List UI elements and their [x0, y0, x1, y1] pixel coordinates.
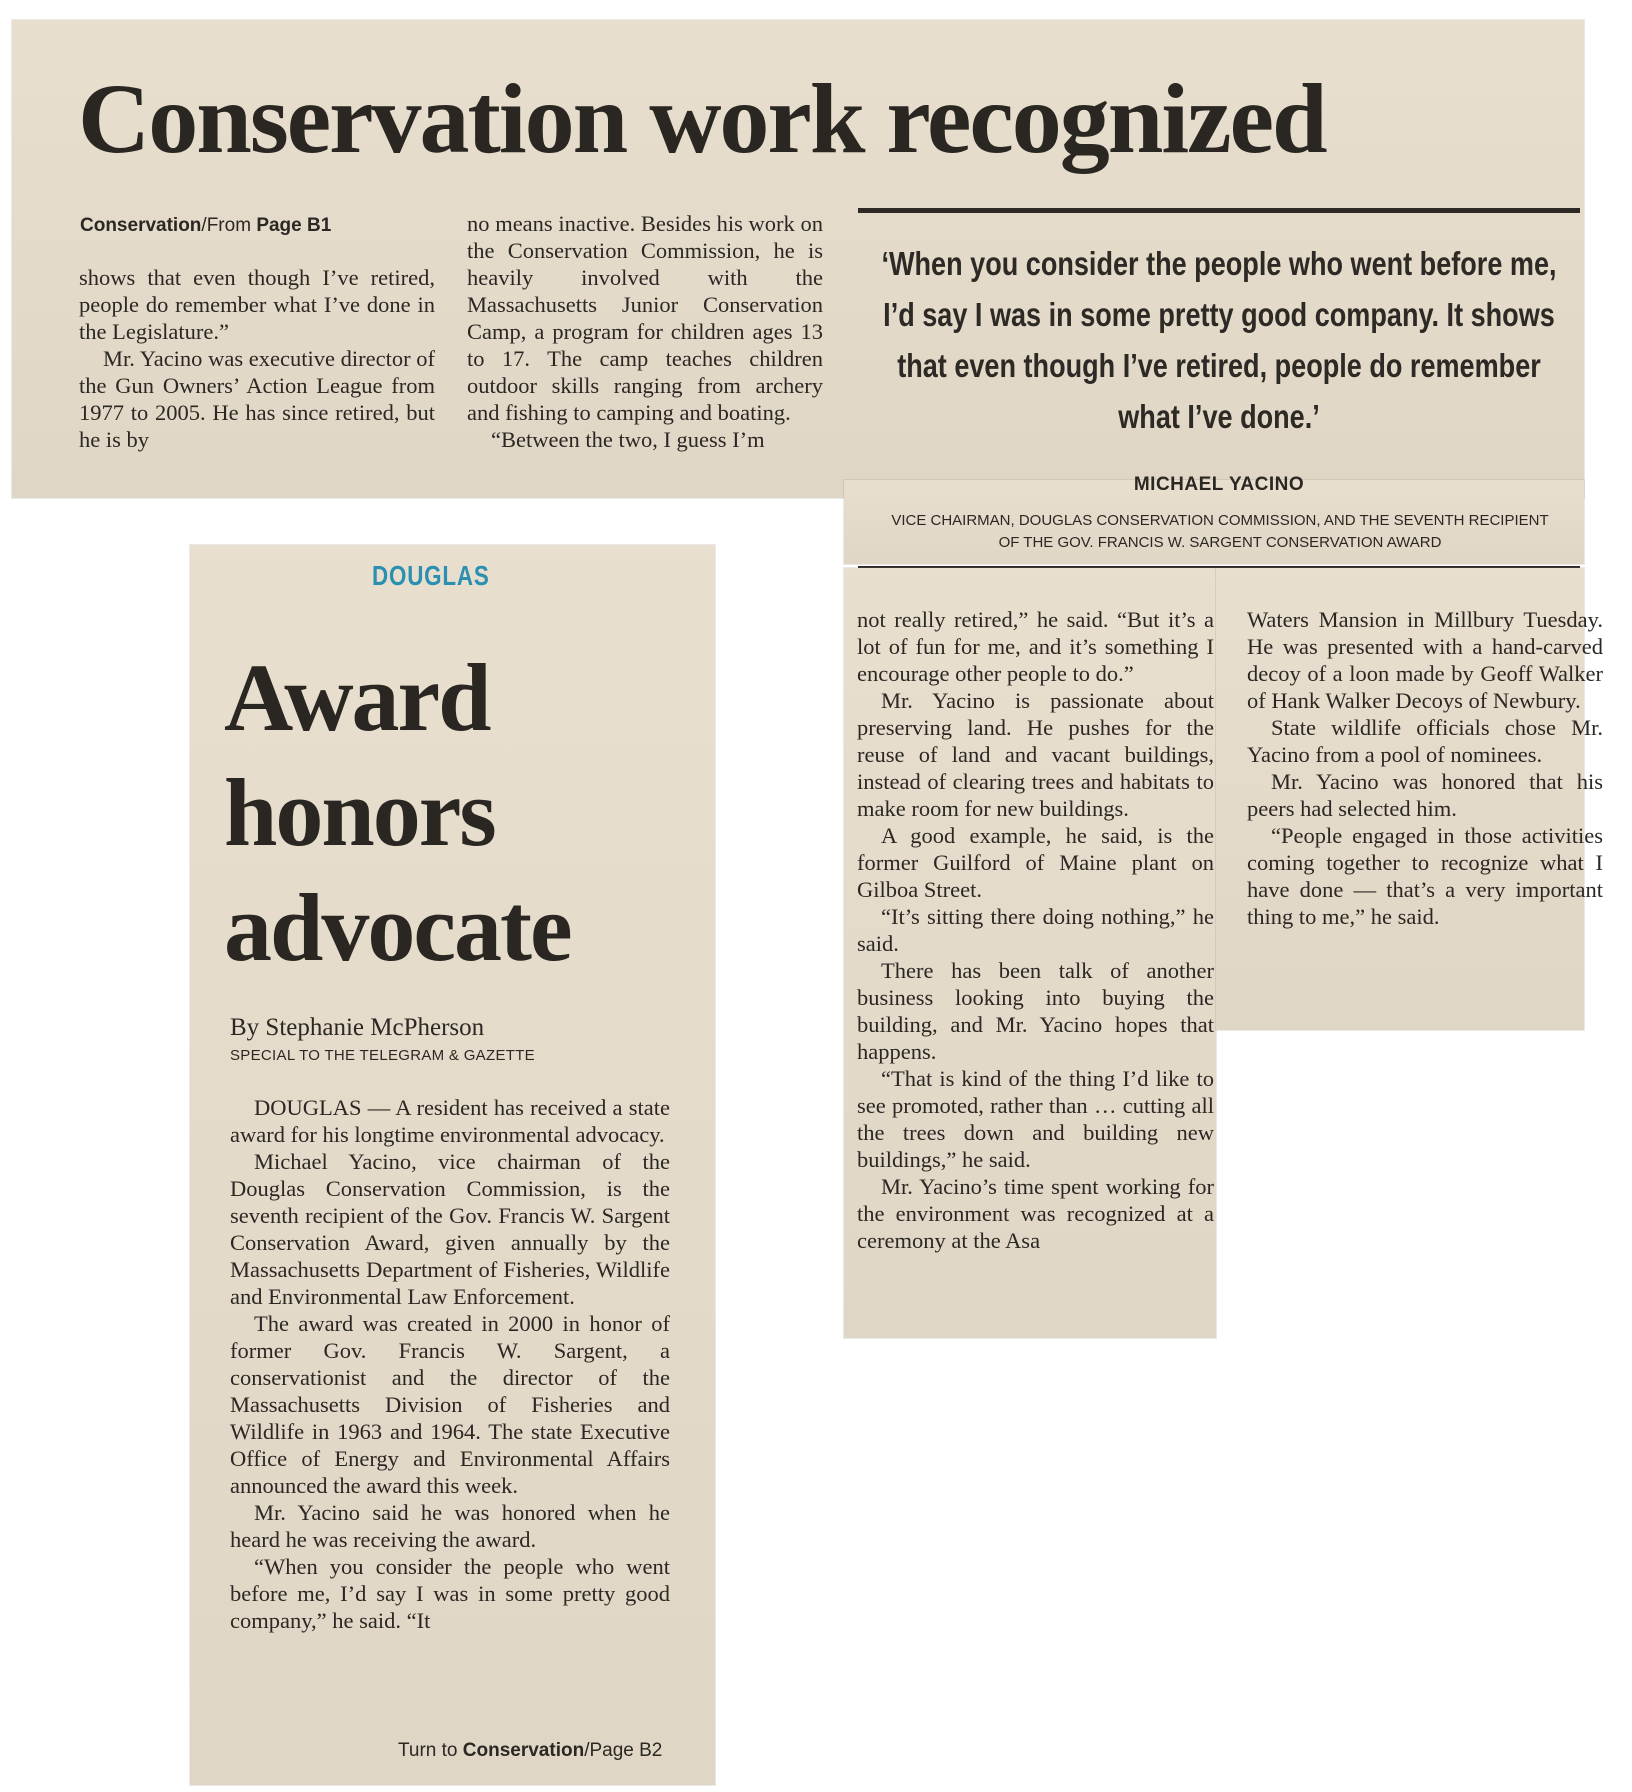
right-column-1 [857, 606, 1214, 1254]
paragraph: A good example, he said, is the former Guilford of Maine plant on Gilboa Street. [857, 823, 1214, 902]
jump-to-label [398, 1740, 662, 1762]
paragraph: Mr. Yacino is passionate about preserving land. He pushes for the reuse of land and vacant buildings, instead of clearing trees and habitats to make room for new buildings. [857, 688, 1214, 821]
paragraph: The award was created in 2000 in honor of former Gov. Francis W. Sargent, a conservationist and the director of the Massachusetts Division of Fisheries and Wildlife in 1963 and 1964. The state Executive Office of Energy and Environmental Affairs announced the award this week. [230, 1311, 670, 1498]
byline-affiliation: SPECIAL TO THE TELEGRAM & GAZETTE [230, 1047, 535, 1064]
jump-page: Page B1 [256, 215, 332, 236]
top-column-1 [79, 264, 435, 453]
paragraph: “It’s sitting there doing nothing,” he said. [857, 904, 1214, 956]
section-tag: DOUGLAS [372, 560, 490, 591]
headline-line: honors [224, 759, 495, 866]
jump-suffix: /From [201, 215, 257, 236]
left-article-body [230, 1094, 670, 1634]
paragraph: Waters Mansion in Millbury Tuesday. He was presented with a hand-carved decoy of a loon made by Geoff Walker of Hank Walker Decoys of Newbury. [1247, 607, 1603, 713]
paragraph: shows that even though I’ve retired, people do remember what I’ve done in the Legislature.” [79, 265, 435, 344]
paragraph: Mr. Yacino was executive director of the Gun Owners’ Action League from 1977 to 2005. He has since retired, but he is by [79, 346, 435, 452]
pull-quote-title: VICE CHAIRMAN, DOUGLAS CONSERVATION COMMISSION, AND THE SEVENTH RECIPIENT OF THE GOV. FRANCIS W. SARGENT CONSERVATION AWARD [891, 512, 1549, 551]
headline-line: Award [224, 644, 490, 751]
paragraph: Mr. Yacino’s time spent working for the environment was recognized at a ceremony at the Asa [857, 1174, 1214, 1253]
paragraph: “That is kind of the thing I’d like to see promoted, rather than … cutting all the trees down and building new buildings,” he said. [857, 1066, 1214, 1172]
headline-line: advocate [224, 874, 571, 981]
pull-quote-top-rule [858, 208, 1580, 213]
pull-quote-name: MICHAEL YACINO [1133, 474, 1305, 495]
paragraph: DOUGLAS — A resident has received a state award for his longtime environmental advocacy. [230, 1095, 670, 1147]
paragraph: Mr. Yacino said he was honored when he heard he was receiving the award. [230, 1500, 670, 1552]
top-column-2 [467, 210, 823, 453]
paragraph: no means inactive. Besides his work on the Conservation Commission, he is heavily involved with the Massachusetts Junior Conservation Camp, a program for children ages 13 to 17. The camp teaches children outdoor skills ranging from archery and fishing to camping and boating. [467, 211, 823, 425]
paragraph: State wildlife officials chose Mr. Yacino from a pool of nominees. [1247, 715, 1603, 767]
jump-to-page: /Page B2 [584, 1740, 663, 1761]
paragraph: “Between the two, I guess I’m [491, 427, 765, 452]
paragraph: There has been talk of another business looking into buying the building, and Mr. Yacino hopes that happens. [857, 958, 1214, 1064]
left-headline [224, 640, 571, 985]
jump-section: Conservation [80, 215, 202, 236]
paragraph: Michael Yacino, vice chairman of the Douglas Conservation Commission, is the seventh recipient of the Gov. Francis W. Sargent Conservation Award, given annually by the Massachusetts Department of Fisheries, Wildlife and Environmental Law Enforcement. [230, 1149, 670, 1309]
paragraph: Mr. Yacino was honored that his peers had selected him. [1247, 769, 1603, 821]
jump-from-label [80, 215, 331, 237]
paragraph: “When you consider the people who went before me, I’d say I was in some pretty good company,” he said. “It [230, 1554, 670, 1633]
jump-to-section: Conservation [462, 1740, 585, 1761]
pull-quote-text: ‘When you consider the people who went before me, I’d say I was in some pretty good company. It shows that even though I’ve retired, people do remember what I’ve done.’ [881, 245, 1557, 435]
jump-to-prefix: Turn to [398, 1740, 463, 1761]
paragraph: “People engaged in those activities coming together to recognize what I have done — that’s a very important thing to me,” he said. [1247, 823, 1603, 929]
pull-quote [860, 238, 1578, 442]
byline: By Stephanie McPherson [230, 1014, 485, 1041]
right-column-2 [1247, 606, 1603, 930]
top-headline: Conservation work recognized [78, 63, 1326, 174]
paragraph: not really retired,” he said. “But it’s a lot of fun for me, and it’s something I encourage other people to do.” [857, 607, 1214, 686]
